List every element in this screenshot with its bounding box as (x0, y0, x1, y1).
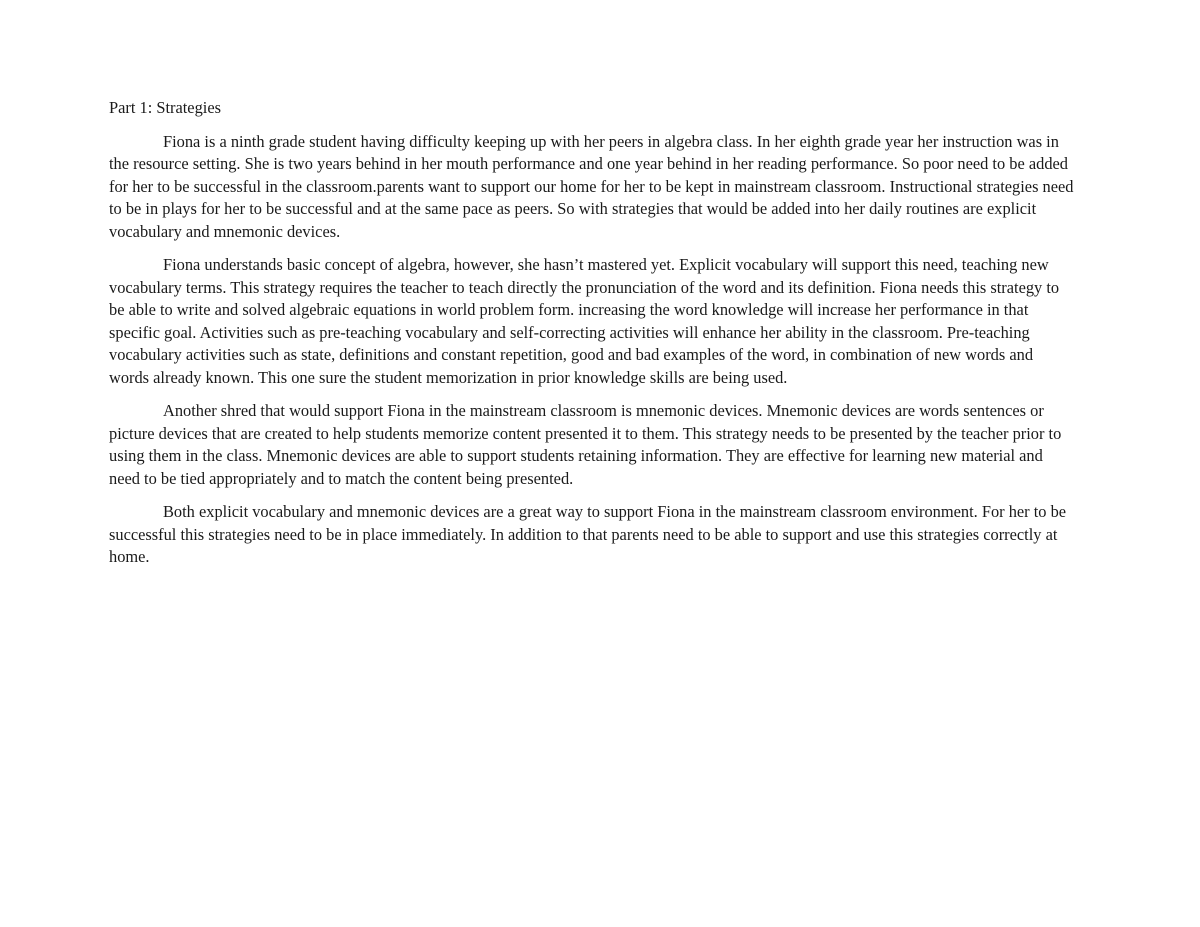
paragraph-mnemonic-devices: Another shred that would support Fiona in the mainstream classroom is mnemonic devices. Mnemonic devices are words sentences or picture devices that are created to help students memorize content presented it to them. This strategy needs to be presented by the teacher prior to using them in the class. Mnemonic devices are able to support students retaining information. They are effective for learning new material and need to be tied appropriately and to match the content being presented. (109, 401, 1062, 488)
section-heading: Part 1: Strategies (109, 98, 221, 117)
paragraph-conclusion: Both explicit vocabulary and mnemonic devices are a great way to support Fiona in the mainstream classroom environment. For her to be successful this strategies need to be in place immediately. In addition to that parents need to be able to support and use this strategies correctly at home. (109, 502, 1067, 566)
paragraph-introduction: Fiona is a ninth grade student having difficulty keeping up with her peers in algebra class. In her eighth grade year her instruction was in the resource setting. She is two years behind in her mouth performance and one year behind in her reading performance. So poor need to be added for her to be successful in the classroom.parents want to support our home for her to be kept in mainstream classroom. Instructional strategies need to be in plays for her to be successful and at the same pace as peers. So with strategies that would be added into her daily routines are explicit vocabulary and mnemonic devices. (109, 131, 1074, 241)
paragraph-explicit-vocabulary: Fiona understands basic concept of algebra, however, she hasn’t mastered yet. Explicit vocabulary will support this need, teaching new vocabulary terms. This strategy requires the teacher to teach directly the pronunciation of the word and its definition. Fiona needs this strategy to be able to write and solved algebraic equations in world problem form. increasing the word knowledge will increase her performance in that specific goal. Activities such as pre-teaching vocabulary and self-correcting activities will enhance her ability in the classroom. Pre-teaching vocabulary activities such as state, definitions and constant repetition, good and bad examples of the word, in combination of new words and words already known. This one sure the student memorization in prior knowledge skills are being used. (109, 255, 1060, 387)
document-body (109, 97, 1074, 580)
